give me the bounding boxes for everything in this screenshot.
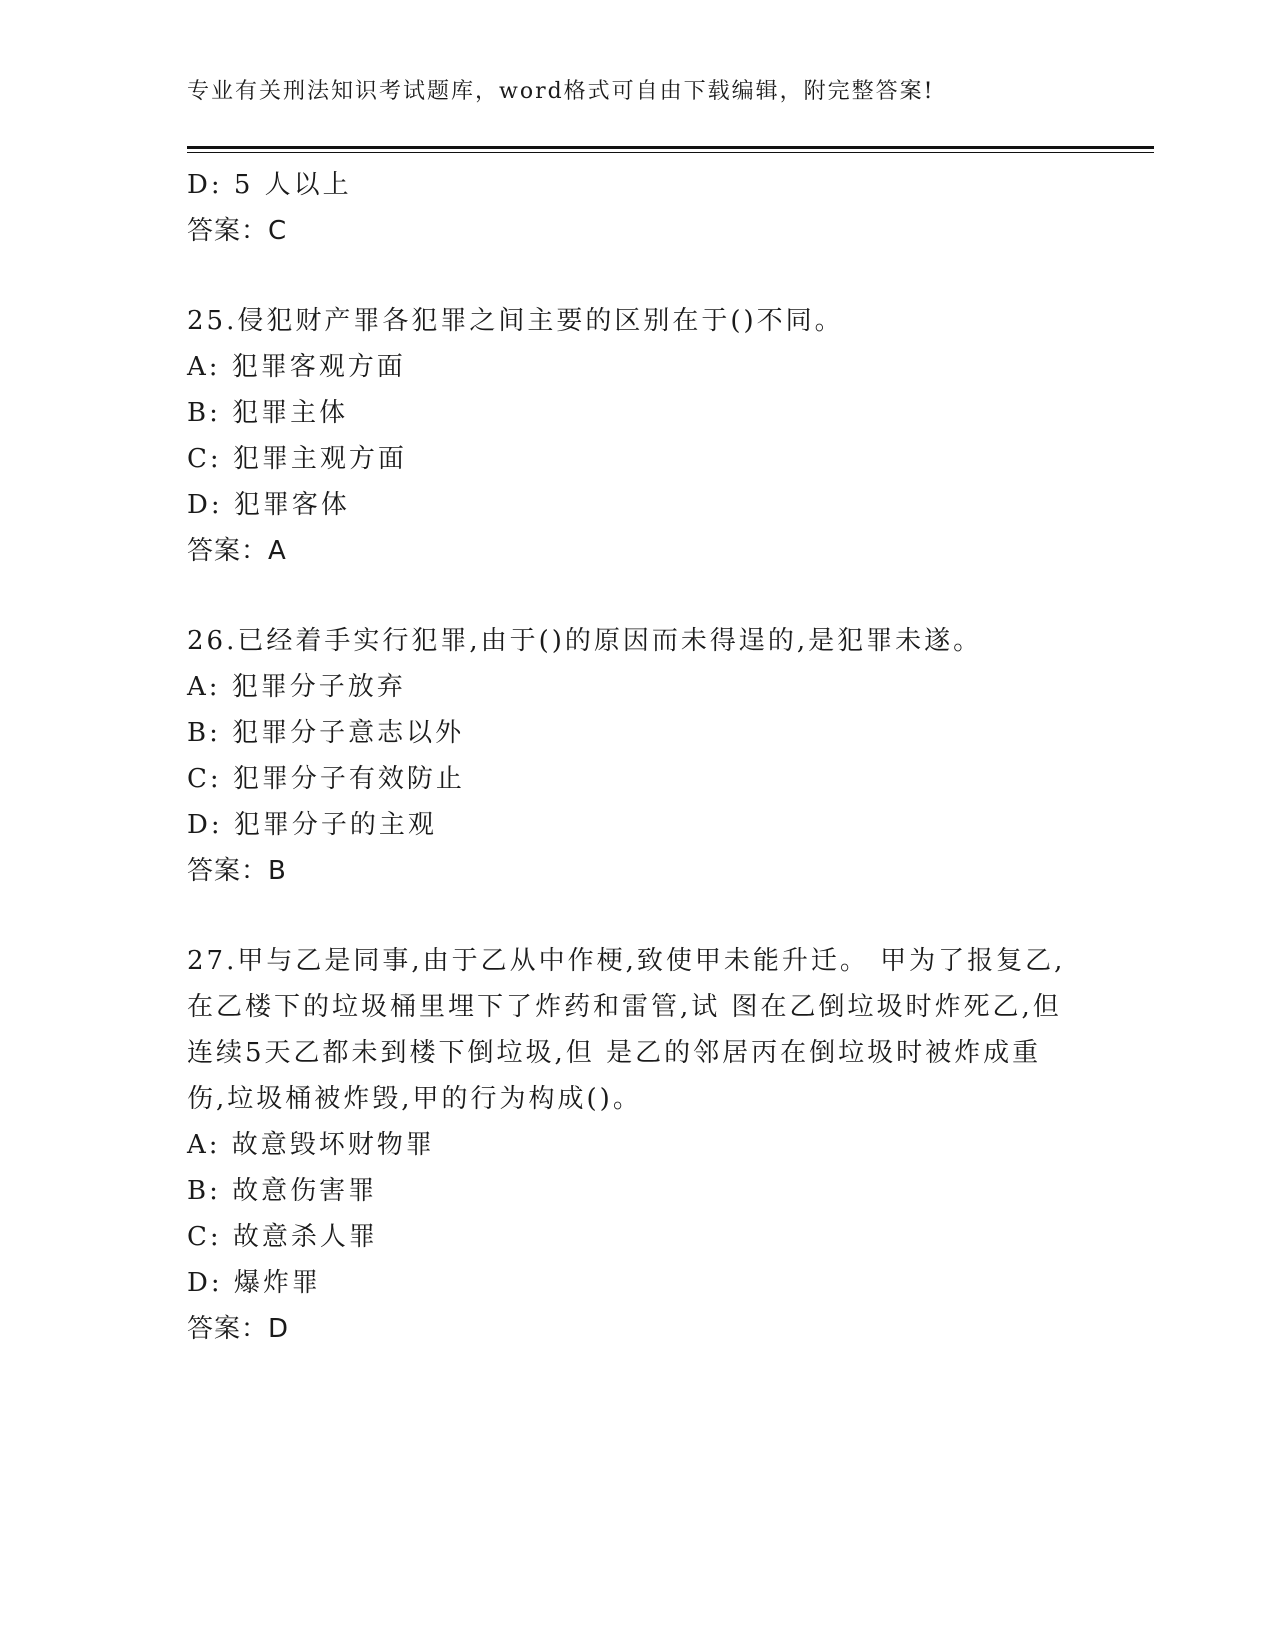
answer-line: 答案：A [187,536,287,566]
option-a: A: 故意毁坏财物罪 [187,1130,435,1160]
answer-line: 答案：D [187,1314,290,1344]
option-d: D: 5 人以上 [187,170,352,200]
option-a: A: 犯罪分子放弃 [187,672,406,702]
option-d: D: 犯罪客体 [187,490,350,520]
question-stem [187,618,1067,664]
question-stem-line: 伤,垃圾桶被炸毁,甲的行为构成()。 [187,1084,642,1114]
question-27 [187,938,1087,1352]
question-stem [187,938,1067,1122]
option-d: D: 爆炸罪 [187,1268,321,1298]
question-26 [187,618,1087,894]
question-stem-line: 25.侵犯财产罪各犯罪之间主要的区别在于()不同。 [187,306,844,336]
question-stem [187,298,1067,344]
question-stem-line: 27.甲与乙是同事,由于乙从中作梗,致使甲未能升迁。 甲为了报复乙, [187,946,1066,976]
option-c: C: 犯罪主观方面 [187,444,407,474]
answer-line: 答案：C [187,216,288,246]
option-c: C: 犯罪分子有效防止 [187,764,465,794]
question-stem-line: 在乙楼下的垃圾桶里埋下了炸药和雷管,试 图在乙倒垃圾时炸死乙,但 [187,992,1062,1022]
question-stem-line: 26.已经着手实行犯罪,由于()的原因而未得逞的,是犯罪未遂。 [187,626,983,656]
option-a: A: 犯罪客观方面 [187,352,406,382]
page-header: 专业有关刑法知识考试题库，word格式可自由下载编辑，附完整答案! [187,79,935,104]
option-b: B: 故意伤害罪 [187,1176,378,1206]
question-stem-line: 连续5天乙都未到楼下倒垃圾,但 是乙的邻居丙在倒垃圾时被炸成重 [187,1038,1042,1068]
answer-line: 答案：B [187,856,287,886]
option-c: C: 故意杀人罪 [187,1222,378,1252]
header-divider [187,146,1154,153]
question-25 [187,298,1087,574]
option-b: B: 犯罪分子意志以外 [187,718,465,748]
question-content [187,162,1087,1352]
option-b: B: 犯罪主体 [187,398,349,428]
option-d: D: 犯罪分子的主观 [187,810,437,840]
